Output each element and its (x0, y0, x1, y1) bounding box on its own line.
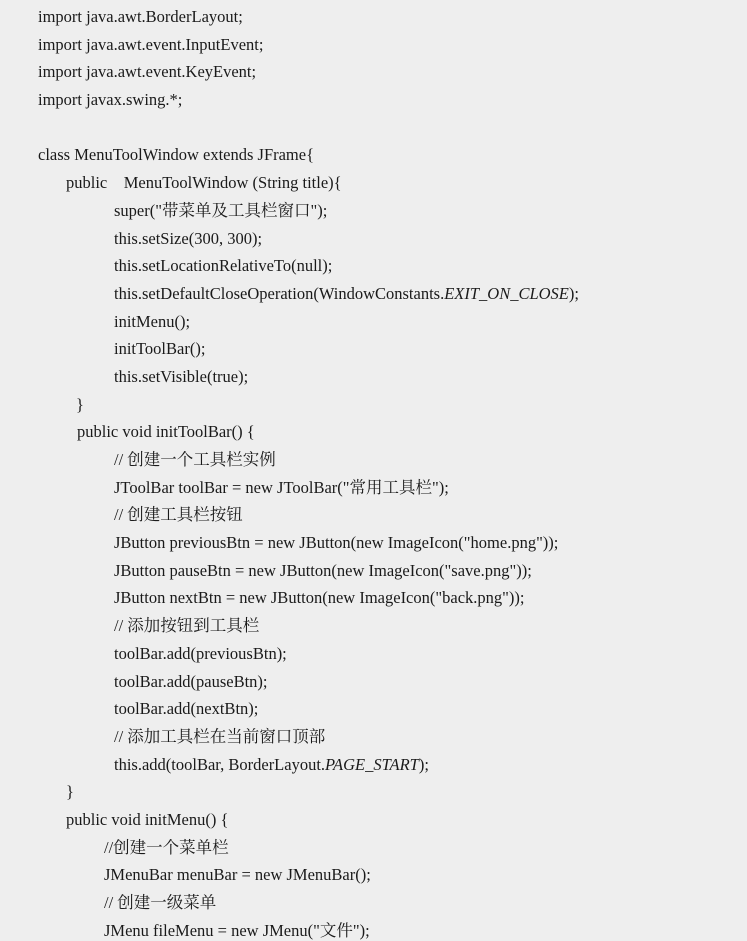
code-line (0, 141, 747, 169)
code-line (0, 584, 747, 612)
code-text: JMenu fileMenu = new JMenu("文件"); (104, 920, 370, 940)
code-line (0, 31, 747, 59)
code-line (0, 861, 747, 889)
code-text: initToolBar(); (114, 339, 206, 359)
code-text: JToolBar toolBar = new JToolBar("常用工具栏"); (114, 477, 449, 497)
code-constant: PAGE_START (325, 754, 419, 774)
code-comment: // 添加按钮到工具栏 (114, 616, 260, 636)
code-comment: // 创建一级菜单 (104, 893, 217, 912)
code-text: ); (418, 754, 429, 774)
code-text: import javax.swing.*; (38, 90, 183, 110)
code-constant: EXIT_ON_CLOSE (444, 283, 569, 303)
code-text: public MenuToolWindow (String title){ (66, 173, 342, 193)
code-line (0, 169, 747, 197)
code-text: this.setLocationRelativeTo(null); (114, 256, 333, 276)
code-comment-line (0, 612, 747, 640)
code-line (0, 778, 747, 806)
code-text: } (66, 782, 74, 802)
code-text: this.add(toolBar, BorderLayout. (114, 754, 326, 774)
code-text: import java.awt.event.InputEvent; (38, 34, 264, 54)
code-text: public void initToolBar() { (77, 422, 255, 442)
code-line (0, 418, 747, 446)
code-line (0, 917, 747, 941)
code-line (0, 474, 747, 502)
code-line (0, 640, 747, 668)
code-text: import java.awt.BorderLayout; (38, 7, 243, 26)
code-comment: //创建一个菜单栏 (104, 837, 229, 857)
code-comment-line (0, 501, 747, 529)
code-text: super("带菜单及工具栏窗口"); (114, 200, 328, 220)
code-line (0, 280, 747, 308)
code-line (0, 58, 747, 86)
code-line (0, 806, 747, 834)
code-line (0, 86, 747, 114)
code-text: toolBar.add(pauseBtn); (114, 671, 268, 691)
code-text: this.setVisible(true); (114, 366, 249, 386)
code-line (0, 335, 747, 363)
code-text: class MenuToolWindow extends JFrame{ (38, 145, 315, 165)
code-line (0, 391, 747, 419)
code-comment: // 添加工具栏在当前窗口顶部 (114, 726, 326, 746)
code-text: JButton previousBtn = new JButton(new ImageIcon("home.png")); (114, 533, 559, 553)
code-text: this.setSize(300, 300); (114, 228, 263, 248)
code-text: toolBar.add(previousBtn); (114, 643, 287, 663)
code-text: this.setDefaultCloseOperation(WindowConstants. (114, 283, 445, 303)
code-text: JMenuBar menuBar = new JMenuBar(); (104, 865, 371, 885)
code-line (0, 668, 747, 696)
code-line (0, 308, 747, 336)
code-line (0, 225, 747, 253)
code-text: toolBar.add(nextBtn); (114, 699, 259, 719)
code-text: public void initMenu() { (66, 809, 229, 829)
code-line (0, 529, 747, 557)
code-text: initMenu(); (114, 311, 191, 331)
code-text: } (76, 394, 84, 414)
code-comment: // 创建工具栏按钮 (114, 505, 243, 525)
code-comment: // 创建一个工具栏实例 (114, 450, 276, 469)
code-line (0, 3, 747, 31)
blank-line (0, 114, 747, 142)
code-comment-line (0, 889, 747, 917)
code-line (0, 557, 747, 585)
code-text: JButton pauseBtn = new JButton(new ImageIcon("save.png")); (114, 560, 532, 580)
code-line (0, 363, 747, 391)
code-line (0, 197, 747, 225)
code-comment-line (0, 723, 747, 751)
code-comment-line (0, 446, 747, 474)
code-text: import java.awt.event.KeyEvent; (38, 62, 257, 82)
code-line (0, 751, 747, 779)
code-line (0, 252, 747, 280)
code-text: ); (568, 283, 579, 303)
code-line (0, 695, 747, 723)
code-comment-line (0, 834, 747, 862)
code-text: JButton nextBtn = new JButton(new ImageIcon("back.png")); (114, 588, 525, 608)
